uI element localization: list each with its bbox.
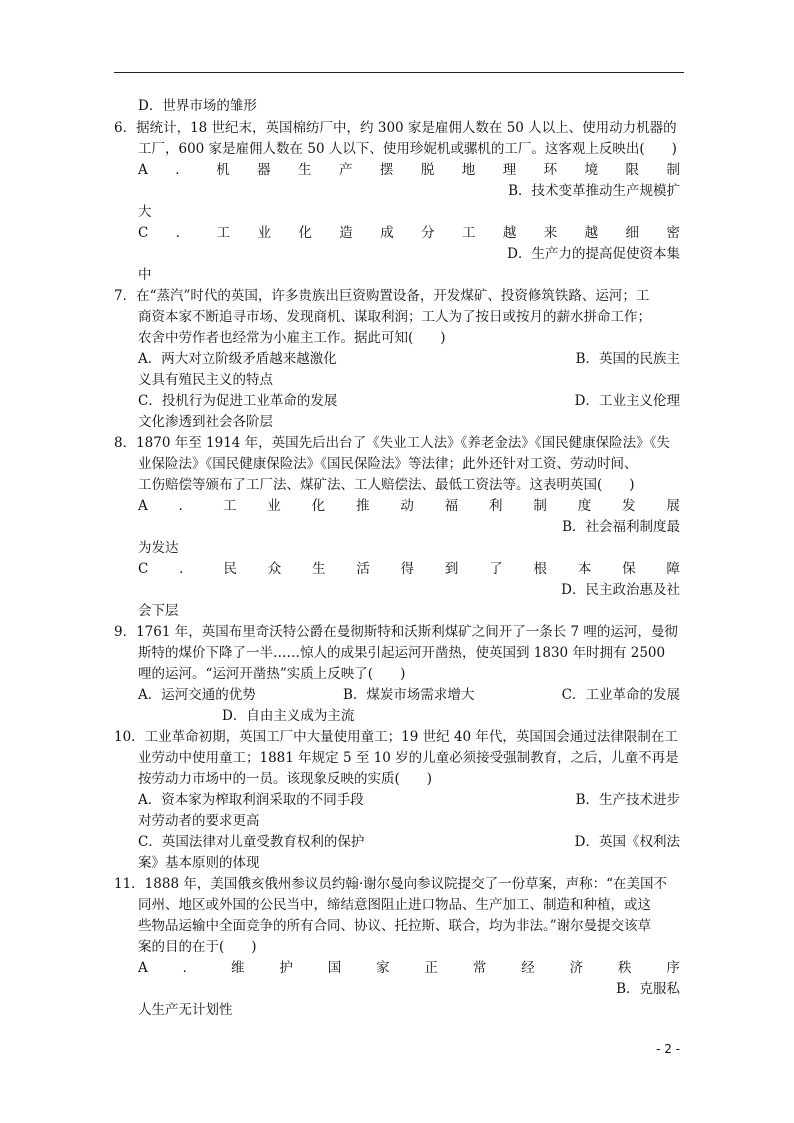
text-char: 脱 (420, 162, 435, 178)
text-char: 地 (461, 162, 476, 178)
q7-option-b-wrap: 义具有殖民主义的特点 (138, 372, 273, 388)
text-char: 境 (584, 162, 599, 178)
text-char: ． (182, 960, 197, 976)
text-char: 发 (622, 498, 636, 514)
q9-stem-1: 9．1761 年，英国布里奇沃特公爵在曼彻斯特和沃斯利煤矿之间开了一条长 7 哩的运河，曼彻 (114, 624, 678, 640)
text-char: 经 (521, 960, 535, 976)
q8-stem-2: 业保险法》《国民健康保险法》《国民保险法》等法律；此外还针对工资、劳动时间、 (138, 456, 638, 472)
text-char: 造 (339, 225, 353, 241)
text-char: A (138, 162, 148, 178)
q10-option-a: A．资本家为榨取利润采取的不同手段 (138, 792, 364, 808)
text-char: C (138, 225, 149, 241)
text-char: 维 (231, 960, 245, 976)
q11-stem-3: 些物品运输中全面竞争的所有合同、协议、托拉斯、联合，均为非法。”谢尔曼提交该草 (138, 918, 652, 934)
q6-option-b: B．技术变革推动生产规模扩 (508, 183, 680, 199)
q7-stem-1: 7．在“蒸汽”时代的英国，许多贵族出巨资购置设备，开发煤矿、投资修筑铁路、运河；工 (114, 288, 650, 304)
q11-stem-2: 同州、地区或外国的公民当中，缔结意图阻止进口物品、生产加工、制造和种植，或这 (138, 897, 651, 913)
q7-option-c: C．投机行为促进工业革命的发展 (138, 393, 338, 409)
q10-option-d: D．英国《权利法 (574, 834, 680, 850)
text-char: 细 (625, 225, 640, 241)
text-char: 得 (400, 561, 415, 577)
text-char: 制 (533, 498, 547, 514)
text-char: 越 (584, 225, 599, 241)
q10-option-d-wrap: 案》基本原则的体现 (138, 855, 260, 871)
q11-option-b: B．克服私 (616, 981, 680, 997)
text-char: 推 (355, 498, 370, 514)
text-char: 生 (298, 162, 312, 178)
q8-option-d: D．民主政治惠及社 (561, 582, 680, 598)
q10-option-ab (138, 790, 680, 810)
text-char: C (138, 561, 149, 577)
text-char: 本 (577, 561, 592, 577)
q7-option-d: D．工业主义伦理 (574, 393, 680, 409)
text-char: 福 (444, 498, 459, 514)
q11-option-a (138, 958, 680, 978)
text-char: 业 (267, 498, 281, 514)
text-char: 环 (543, 162, 558, 178)
text-char: 利 (489, 498, 503, 514)
q8-option-c (138, 559, 680, 579)
text-char: ． (178, 498, 193, 514)
q10-stem-1: 10．工业革命初期，英国工厂中大量使用童工；19 世纪 40 年代，英国国会通过法律限制在工 (114, 729, 678, 745)
q7-option-a: A．两大对立阶级矛盾越来越激化 (138, 351, 337, 367)
q7-stem-2: 商资本家不断追寻市场、发现商机、谋取利润；工人为了按日或按月的薪水拼命工作； (138, 309, 651, 325)
text-char: 工 (222, 498, 237, 514)
q8-option-b-wrap: 为发达 (138, 540, 179, 556)
text-char: 来 (543, 225, 558, 241)
q5-option-d: D．世界市场的雏形 (138, 98, 257, 114)
text-char: A (138, 960, 148, 976)
text-char: 工 (216, 225, 231, 241)
q9-option-c: C．工业革命的发展 (561, 687, 680, 703)
text-char: 序 (666, 960, 680, 976)
text-char: 产 (338, 162, 353, 178)
q8-stem-3: 工伤赔偿等颁布了工厂法、煤矿法、工人赔偿法、最低工资法等。这表明英国( ) (138, 477, 635, 493)
text-char: 机 (216, 162, 230, 178)
text-char: 分 (421, 225, 435, 241)
text-char: 密 (666, 225, 680, 241)
text-char: 摆 (379, 162, 394, 178)
text-char: 化 (298, 225, 312, 241)
q9-stem-3: 哩的运河。“运河开凿热”实质上反映了( ) (138, 666, 406, 682)
text-char: 理 (502, 162, 517, 178)
q6-option-d-wrap: 中 (138, 267, 152, 283)
text-char: 化 (311, 498, 326, 514)
q6-option-d: D．生产力的提高促使资本集 (507, 246, 680, 262)
q6-stem-2: 工厂，600 家是雇佣人数在 50 人以下、使用珍妮机或骡机的工厂。这客观上反映出( ) (138, 141, 677, 157)
q8-stem-1: 8．1870 年至 1914 年，英国先后出台了《失业工人法》《养老金法》《国民健康保险法》《失 (114, 435, 670, 451)
text-char: A (138, 498, 148, 514)
text-char: 护 (279, 960, 293, 976)
text-char: 根 (533, 561, 548, 577)
text-char: 众 (267, 561, 282, 577)
q9-option-b: B．煤炭市场需求增大 (342, 687, 475, 703)
q10-option-b: B．生产技术进步 (575, 792, 680, 808)
text-char: 济 (569, 960, 584, 976)
text-char: 了 (489, 561, 503, 577)
q7-option-cd (138, 391, 680, 411)
text-char: 动 (400, 498, 414, 514)
text-char: 障 (666, 561, 680, 577)
text-char: 限 (625, 162, 639, 178)
text-char: 家 (376, 960, 390, 976)
q10-option-cd (138, 832, 680, 852)
text-char: 度 (577, 498, 592, 514)
q10-stem-2: 业劳动中使用童工；1881 年规定 5 至 10 岁的儿童必须接受强制教育，之后，儿童不再是 (138, 750, 679, 766)
q10-stem-3: 按劳动力市场中的一员。该现象反映的实质( ) (138, 771, 433, 787)
q9-option-d: D．自由主义成为主流 (222, 708, 355, 724)
text-char: 成 (380, 225, 394, 241)
q10-option-c: C．英国法律对儿童受教育权利的保护 (138, 834, 365, 850)
q9-option-abc (138, 685, 680, 705)
text-char: 活 (356, 561, 370, 577)
text-char: 工 (461, 225, 476, 241)
q7-option-ab (138, 349, 680, 369)
header-rule (114, 72, 684, 73)
q9-stem-2: 斯特的煤价下降了一半……惊人的成果引起运河开凿热，使英国到 1830 年时拥有 2500 (138, 645, 666, 661)
text-char: 保 (622, 561, 636, 577)
text-char: ． (179, 561, 193, 577)
q7-option-d-wrap: 文化渗透到社会各阶层 (138, 414, 273, 430)
q6-option-b-wrap: 大 (138, 204, 152, 220)
q8-option-a (138, 496, 680, 516)
text-char: ． (175, 162, 189, 178)
text-char: 制 (666, 162, 680, 178)
text-char: 常 (472, 960, 487, 976)
text-char: 业 (257, 225, 272, 241)
text-char: 正 (424, 960, 438, 976)
q11-stem-1: 11．1888 年，美国俄亥俄州参议员约翰·谢尔曼向参议院提交了一份草案，声称：“在美国不 (114, 876, 668, 892)
text-char: 民 (223, 561, 237, 577)
page-number: - 2 - (656, 1042, 680, 1056)
q8-option-d-wrap: 会下层 (138, 603, 179, 619)
q9-option-a: A．运河交通的优势 (138, 687, 256, 703)
q8-option-b: B．社会福利制度最 (562, 519, 680, 535)
q11-stem-4: 案的目的在于( ) (138, 939, 257, 955)
text-char: 国 (327, 960, 342, 976)
q11-option-b-wrap: 人生产无计划性 (138, 1002, 233, 1018)
text-char: 越 (502, 225, 517, 241)
q6-option-a (138, 160, 680, 180)
q6-option-c (138, 223, 680, 243)
text-char: ． (175, 225, 190, 241)
text-char: 到 (444, 561, 459, 577)
text-char: 生 (312, 561, 326, 577)
text-char: 展 (666, 498, 680, 514)
text-char: 器 (257, 162, 271, 178)
q10-option-b-wrap: 对劳动者的要求更高 (138, 813, 260, 829)
q7-stem-3: 农舍中劳作者也经常为小雇主工作。据此可知( ) (138, 330, 446, 346)
text-char: 秩 (618, 960, 632, 976)
q7-option-b: B．英国的民族主 (575, 351, 680, 367)
q6-stem-1: 6．据统计，18 世纪末，英国棉纺厂中，约 300 家是雇佣人数在 50 人以上、使用动力机器的 (114, 120, 677, 136)
